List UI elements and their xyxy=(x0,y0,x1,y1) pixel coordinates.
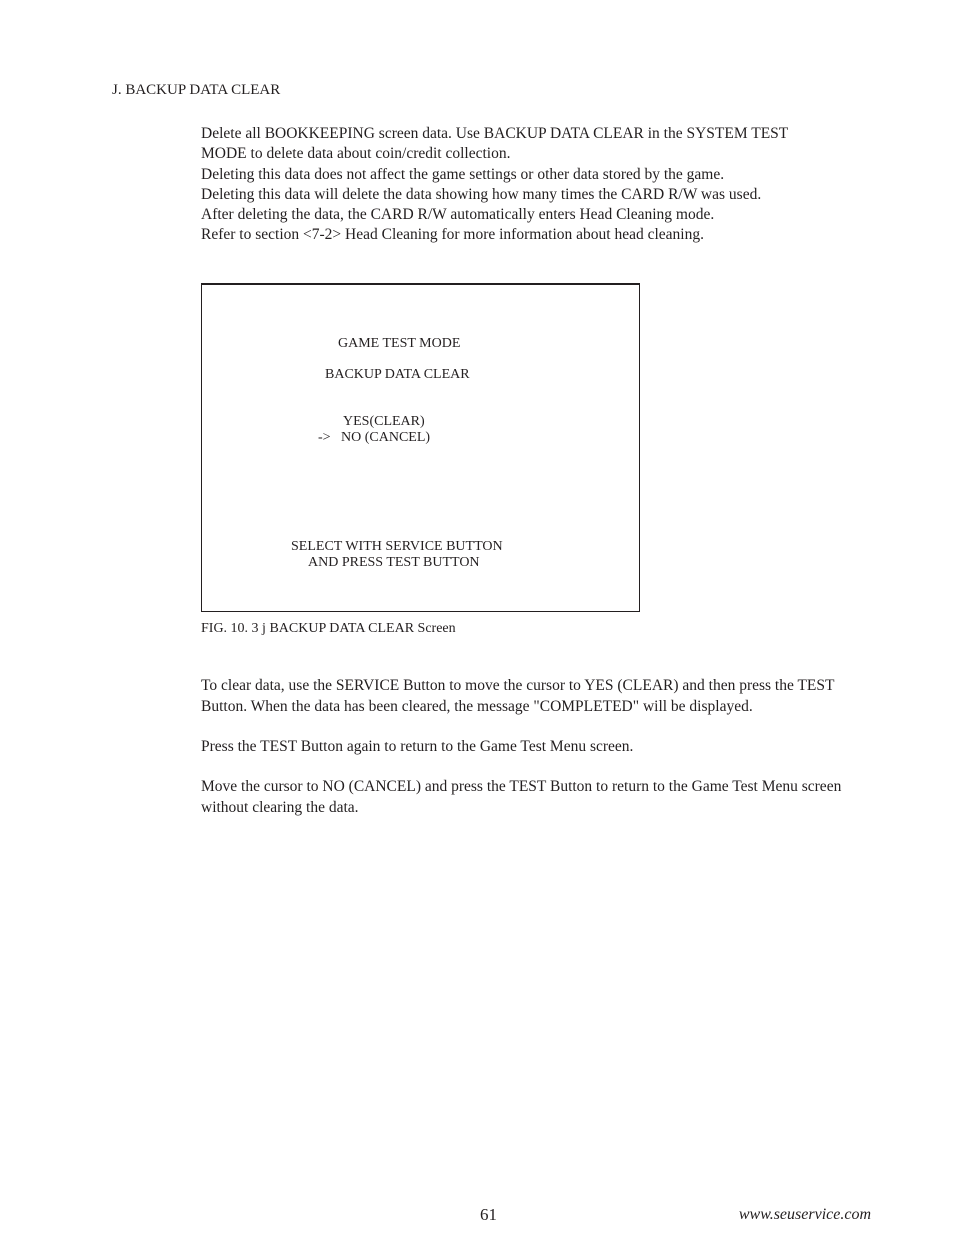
website-url: www.seuservice.com xyxy=(738,1206,871,1223)
intro-line: Deleting this data does not affect the game settings or other data stored by the game. xyxy=(201,165,725,183)
paragraph-cancel: Move the cursor to NO (CANCEL) and press the TEST Button to return to the Game Test Menu screen without clearing the data. xyxy=(201,778,842,816)
screen-instruction-line2: AND PRESS TEST BUTTON xyxy=(308,555,480,570)
page-number: 61 xyxy=(480,1205,497,1224)
intro-text xyxy=(201,124,881,246)
paragraph-clear-data: To clear data, use the SERVICE Button to move the cursor to YES (CLEAR) and then press the TEST Button. When the data has been cleared, the message "COMPLETED" will be displayed. xyxy=(201,677,835,715)
screen-instruction-line1: SELECT WITH SERVICE BUTTON xyxy=(291,539,503,554)
intro-line: Delete all BOOKKEEPING screen data. Use BACKUP DATA CLEAR in the SYSTEM TEST xyxy=(201,125,789,142)
screen-option-yes: YES(CLEAR) xyxy=(343,414,425,429)
paragraph-return-menu: Press the TEST Button again to return to the Game Test Menu screen. xyxy=(201,738,634,755)
screen-option-no: NO (CANCEL) xyxy=(341,430,431,445)
section-heading: J. BACKUP DATA CLEAR xyxy=(112,82,281,98)
screen-cursor: -> xyxy=(318,430,331,445)
screen-mode-title: GAME TEST MODE xyxy=(338,336,461,351)
intro-line: MODE to delete data about coin/credit collection. xyxy=(201,145,511,163)
test-screen-illustration xyxy=(201,283,640,612)
screen-title: BACKUP DATA CLEAR xyxy=(325,367,470,382)
intro-line: Deleting this data will delete the data showing how many times the CARD R/W was used. xyxy=(201,185,762,203)
intro-line: Refer to section <7-2> Head Cleaning for more information about head cleaning. xyxy=(201,226,704,244)
figure-caption: FIG. 10. 3 j BACKUP DATA CLEAR Screen xyxy=(201,621,456,636)
intro-line: After deleting the data, the CARD R/W automatically enters Head Cleaning mode. xyxy=(201,206,715,224)
